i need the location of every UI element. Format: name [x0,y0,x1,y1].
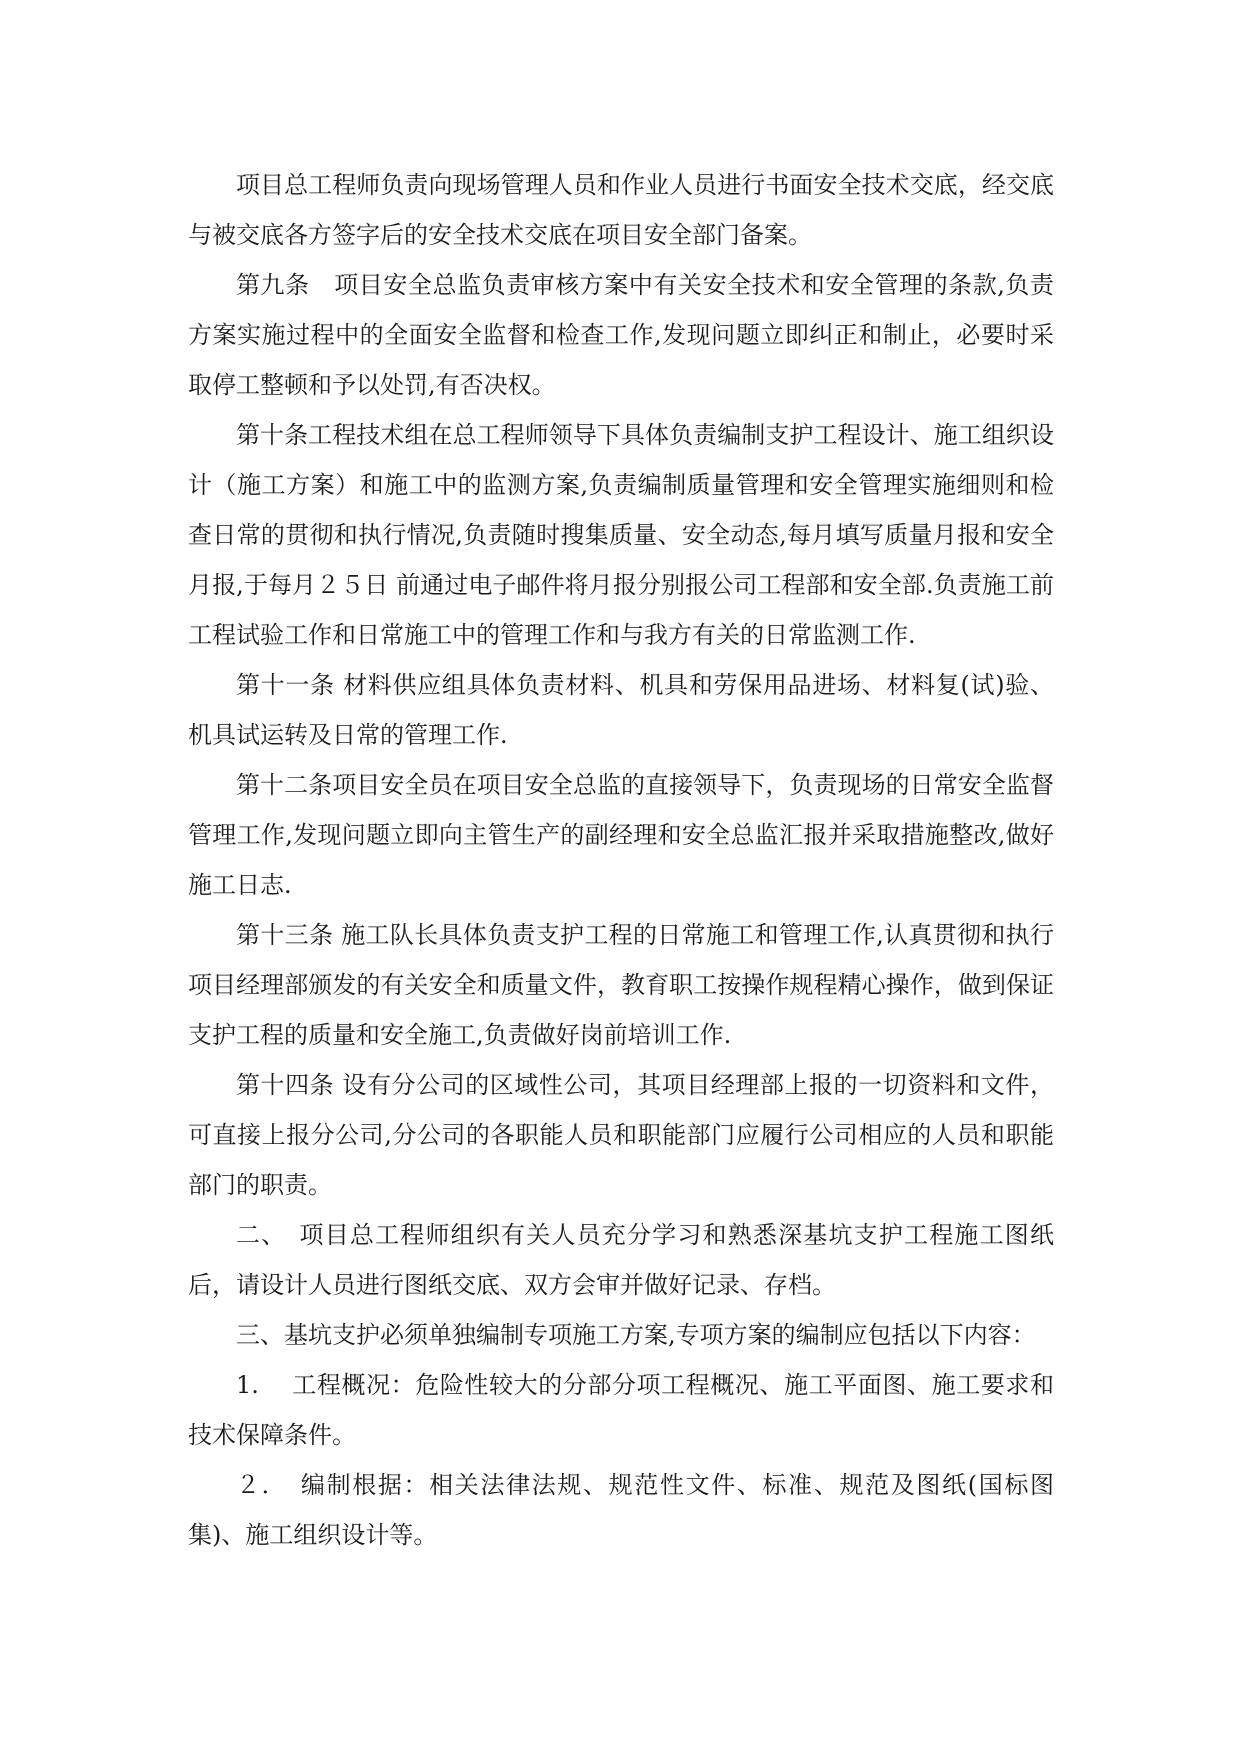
paragraph-article-11: 第十一条 材料供应组具体负责材料、机具和劳保用品进场、材料复(试)验、机具试运转及日常的管理工作. [188,671,1054,749]
paragraph-article-13: 第十三条 施工队长具体负责支护工程的日常施工和管理工作,认真贯彻和执行项目经理部颁发的有关安全和质量文件，教育职工按操作规程精心操作，做到保证支护工程的质量和安全施工,负责做好岗前培训工作. [188,921,1054,1049]
paragraph-item-1: 1. 工程概况：危险性较大的分部分项工程概况、施工平面图、施工要求和技术保障条件。 [188,1371,1054,1449]
paragraph-item-2: ２． 编制根据：相关法律法规、规范性文件、标准、规范及图纸(国标图集)、施工组织设计等。 [188,1471,1054,1549]
paragraph-article-12: 第十二条项目安全员在项目安全总监的直接领导下，负责现场的日常安全监督管理工作,发现问题立即向主管生产的副经理和安全总监汇报并采取措施整改,做好施工日志. [188,771,1054,899]
paragraph-article-10: 第十条工程技术组在总工程师领导下具体负责编制支护工程设计、施工组织设计（施工方案）和施工中的监测方案,负责编制质量管理和安全管理实施细则和检查日常的贯彻和执行情况,负责随时搜集质量、安全动态,每月填写质量月报和安全月报,于每月２５日 前通过电子邮件将月报分别报公司工程部和安全部.负责施工前工程试验工作和日常施工中的管理工作和与我方有关的日常监测工作. [188,421,1054,649]
paragraph-article-9: 第九条 项目安全总监负责审核方案中有关安全技术和安全管理的条款,负责方案实施过程中的全面安全监督和检查工作,发现问题立即纠正和制止，必要时采取停工整顿和予以处罚,有否决权。 [188,271,1054,399]
paragraph-section-2: 二、 项目总工程师组织有关人员充分学习和熟悉深基坑支护工程施工图纸后，请设计人员进行图纸交底、双方会审并做好记录、存档。 [188,1221,1054,1299]
paragraph-section-3: 三、基坑支护必须单独编制专项施工方案,专项方案的编制应包括以下内容： [236,1321,1036,1349]
document-body [188,160,1054,1560]
paragraph-article-14: 第十四条 设有分公司的区域性公司，其项目经理部上报的一切资料和文件，可直接上报分公司,分公司的各职能人员和职能部门应履行公司相应的人员和职能部门的职责。 [188,1071,1054,1199]
paragraph-disclosure: 项目总工程师负责向现场管理人员和作业人员进行书面安全技术交底，经交底与被交底各方签字后的安全技术交底在项目安全部门备案。 [188,171,1054,249]
